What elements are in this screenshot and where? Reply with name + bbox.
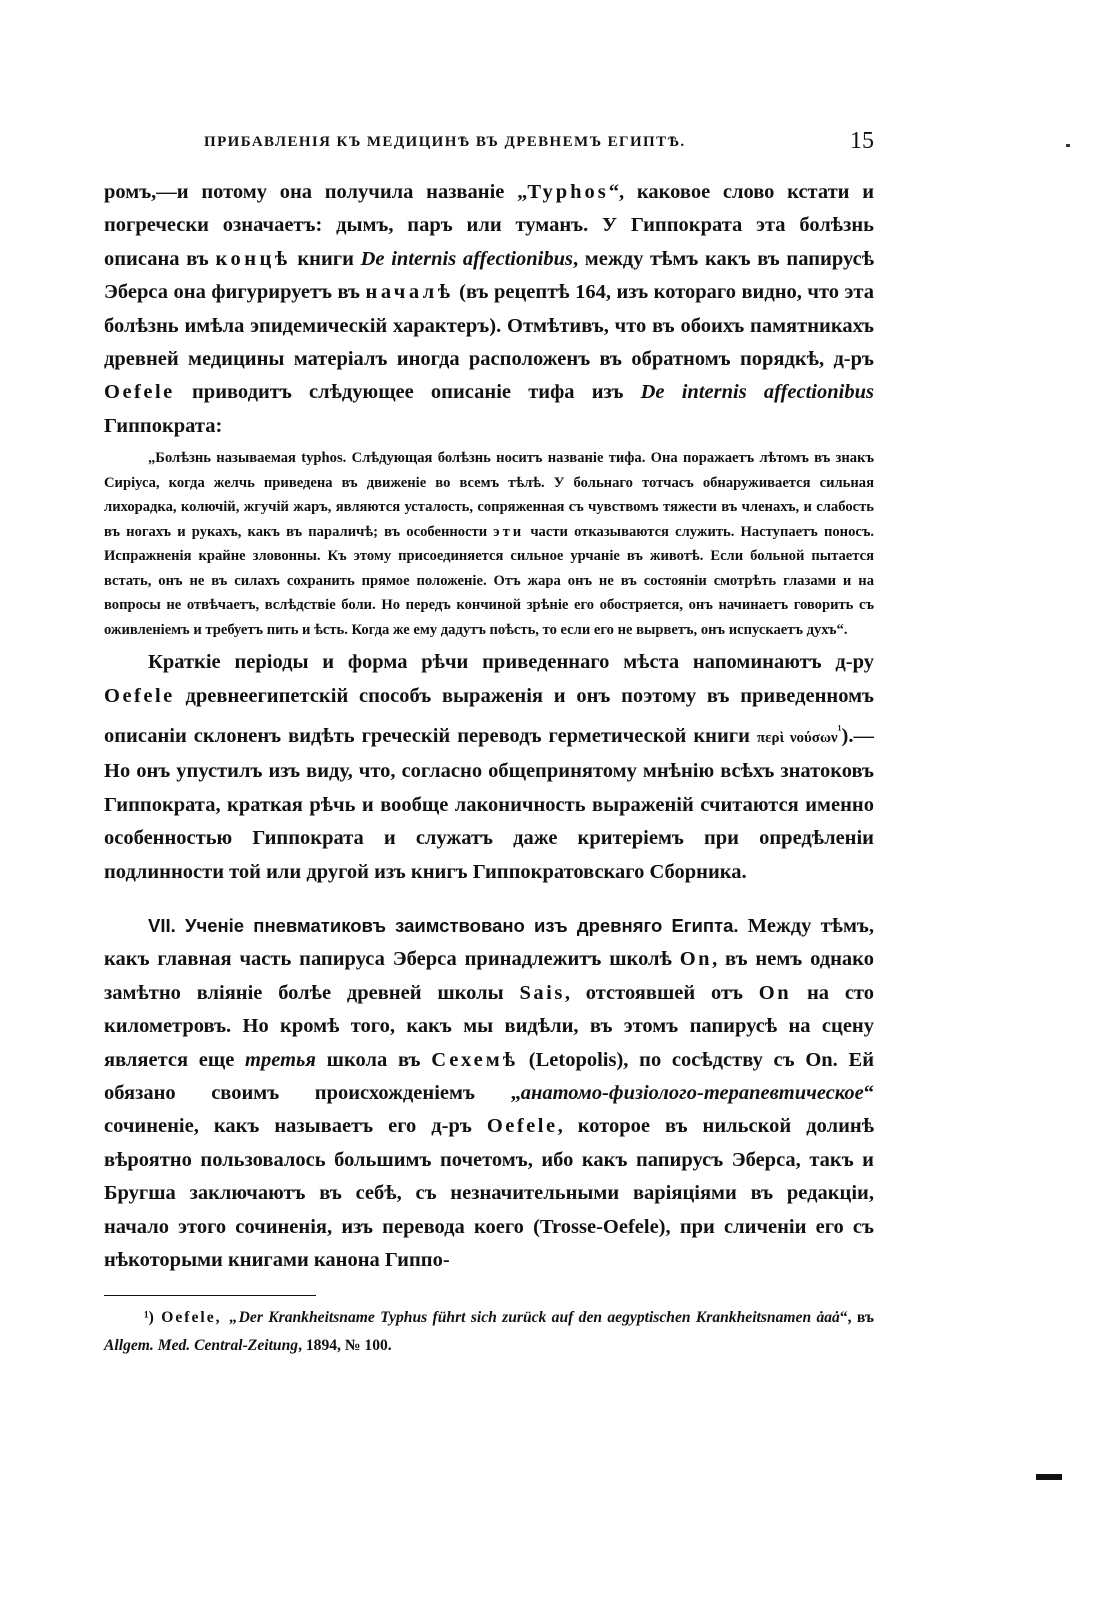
page-header [104,128,874,162]
text-run: ромъ,—и потому она получила названіе „ [104,181,528,203]
text-run: , которое въ нильской долинѣ вѣроятно пользовалось большимъ почетомъ, ибо какъ папирусъ Эберса, такъ и Бругша заключаютъ въ себѣ, съ незначительными варіяціями въ редакціи, начало этого сочиненія, изъ перевода коего (Trosse-Oefele), при сличеніи его съ нѣкоторыми книгами канона Гиппо- [104,1115,874,1271]
text-run: , въ немъ однако замѣтно вліяніе болѣе древней школы [104,948,874,1004]
text-run: Гиппократа: [104,414,223,437]
spaced-term: Oefele [486,1115,558,1138]
text-run: (въ рецептѣ 164, изъ котораго видно, что эта болѣзнь имѣла эпидемическій характеръ). Отмѣтивъ, что въ обоихъ памятникахъ древней медицины матеріалъ иногда расположенъ въ обратномъ порядкѣ, д-ръ [104,281,874,371]
spaced-term: Typhos [527,181,609,203]
hippocrates-quote [104,446,874,642]
text-run: “ сочиненіе, какъ называетъ его д-ръ [104,1081,874,1138]
book-page [104,128,874,1360]
spaced-term: концѣ [215,247,291,270]
spaced-term: началѣ [365,281,454,304]
spaced-term: Oefele [104,381,175,404]
text-run: “, каковое слово кстати и погречески означаетъ: дымъ, паръ или туманъ. У Гиппократа эта болѣзнь описана въ [104,181,875,270]
cited-title-italic: Der Krankheitsname Typhus führt sich zurück auf den aegyptischen Krankheitsnamen ȧaȧ [238,1309,840,1327]
spaced-term: эти [493,523,525,540]
book-title-italic: De internis affectionibus [360,247,573,270]
text-run: приводитъ слѣдующее описаніе тифа изъ [174,381,641,404]
footnote-rule [104,1295,316,1296]
text-run: Краткіе періоды и форма рѣчи приведеннаго мѣста напоминаютъ д-ру [148,651,874,674]
emphasis-italic: третья [245,1048,316,1071]
greek-title: περὶ νούσων [756,729,838,746]
paragraph-typhos [104,176,874,443]
footnote-marker: ¹) [144,1309,154,1327]
text-run: Между тѣмъ, какъ главная часть папируса Эберса принадлежитъ школѣ [104,914,874,971]
scan-artifact-dash [1036,1474,1062,1480]
spaced-term: Сехемѣ [431,1048,519,1071]
spaced-term: On [679,948,713,971]
section-break [104,889,874,909]
text-run: “, въ [839,1309,874,1327]
footnote-reference: ¹ [837,722,842,738]
text-run: , отстоявшей отъ [564,981,759,1004]
text-run: школа въ [315,1048,432,1071]
footnote [104,1304,874,1360]
book-title-italic: De internis affectionibus [640,381,874,404]
text-run: (Letopolis), по сосѣдству съ On. Ей обязано своимъ происхожденіемъ „ [104,1048,874,1104]
text-run: книги [290,247,361,270]
section-heading: VII. Ученіе пневматиковъ заимствовано изъ древняго Египта. [148,914,739,936]
running-title: ПРИБАВЛЕНІЯ КЪ МЕДИЦИНѢ ВЪ ДРЕВНЕМЪ ЕГИПТѢ. [204,134,686,150]
text-run: на сто километровъ. Но кромѣ того, какъ мы видѣли, въ этомъ папирусѣ на сцену является еще [104,981,874,1071]
paragraph-oefele-opinion [104,646,874,889]
text-run: , 1894, № 100. [298,1337,392,1355]
work-title-italic: анатомо-физіолого-терапевтическое [520,1081,864,1104]
text-run: „Болѣзнь называемая typhos. Слѣдующая болѣзнь носитъ названіе тифа. Она поражаетъ лѣтомъ въ знакъ Сиріуса, когда желчь приведена въ движеніе во всемъ тѣлѣ. У больнаго тотчасъ обнаруживается сильная лихорадка, колючій, жгучій жаръ, являются усталость, сопряженная съ чувствомъ тяжести въ членахъ, и слабость въ ногахъ и рукахъ, какъ въ параличѣ; въ особенности [104,450,874,540]
spaced-term: Oefele [104,684,175,707]
text-run: древнеегипетскій способъ выраженія и онъ поэтому въ приведенномъ описаніи склоненъ видѣть греческій переводъ герметической книги [104,684,874,747]
page-number: 15 [850,128,874,154]
journal-title-italic: Allgem. Med. Central-Zeitung [104,1337,299,1355]
section-vii [104,909,874,1277]
text-run: части отказываются служить. Наступаетъ поносъ. Испражненія крайне зловонны. Къ этому присоединяется сильное урчаніе въ животѣ. Если больной пытается встать, онъ не въ силахъ сохранить прямое положеніе. Отъ жара онъ не въ состояніи смотрѣть глазами и на вопросы не отвѣчаетъ, вслѣдствіе боли. Но передъ кончиной зрѣніе его обостряется, онъ начинаетъ говорить съ оживленіемъ и требуетъ пить и ѣсть. Когда же ему дадутъ поѣсть, то если его не вырветъ, онъ испускаетъ духъ“. [104,523,875,638]
scan-artifact-dot [1066,144,1070,147]
spaced-term: On [758,981,792,1004]
text-run: ).—Но онъ упустилъ изъ виду, что, согласно общепринятому мнѣнію всѣхъ знатоковъ Гиппократа, краткая рѣчь и вообще лаконичность выраженій считаются именно особенностью Гиппократа и служатъ даже критеріемъ при опредѣленіи подлинности той или другой изъ книгъ Гиппократовскаго Сборника. [104,724,874,883]
spaced-term: Sais [519,981,565,1004]
spaced-term: Oefele, „ [153,1309,239,1327]
text-run: , между тѣмъ какъ въ папирусѣ Эберса она фигурируетъ въ [104,247,874,304]
